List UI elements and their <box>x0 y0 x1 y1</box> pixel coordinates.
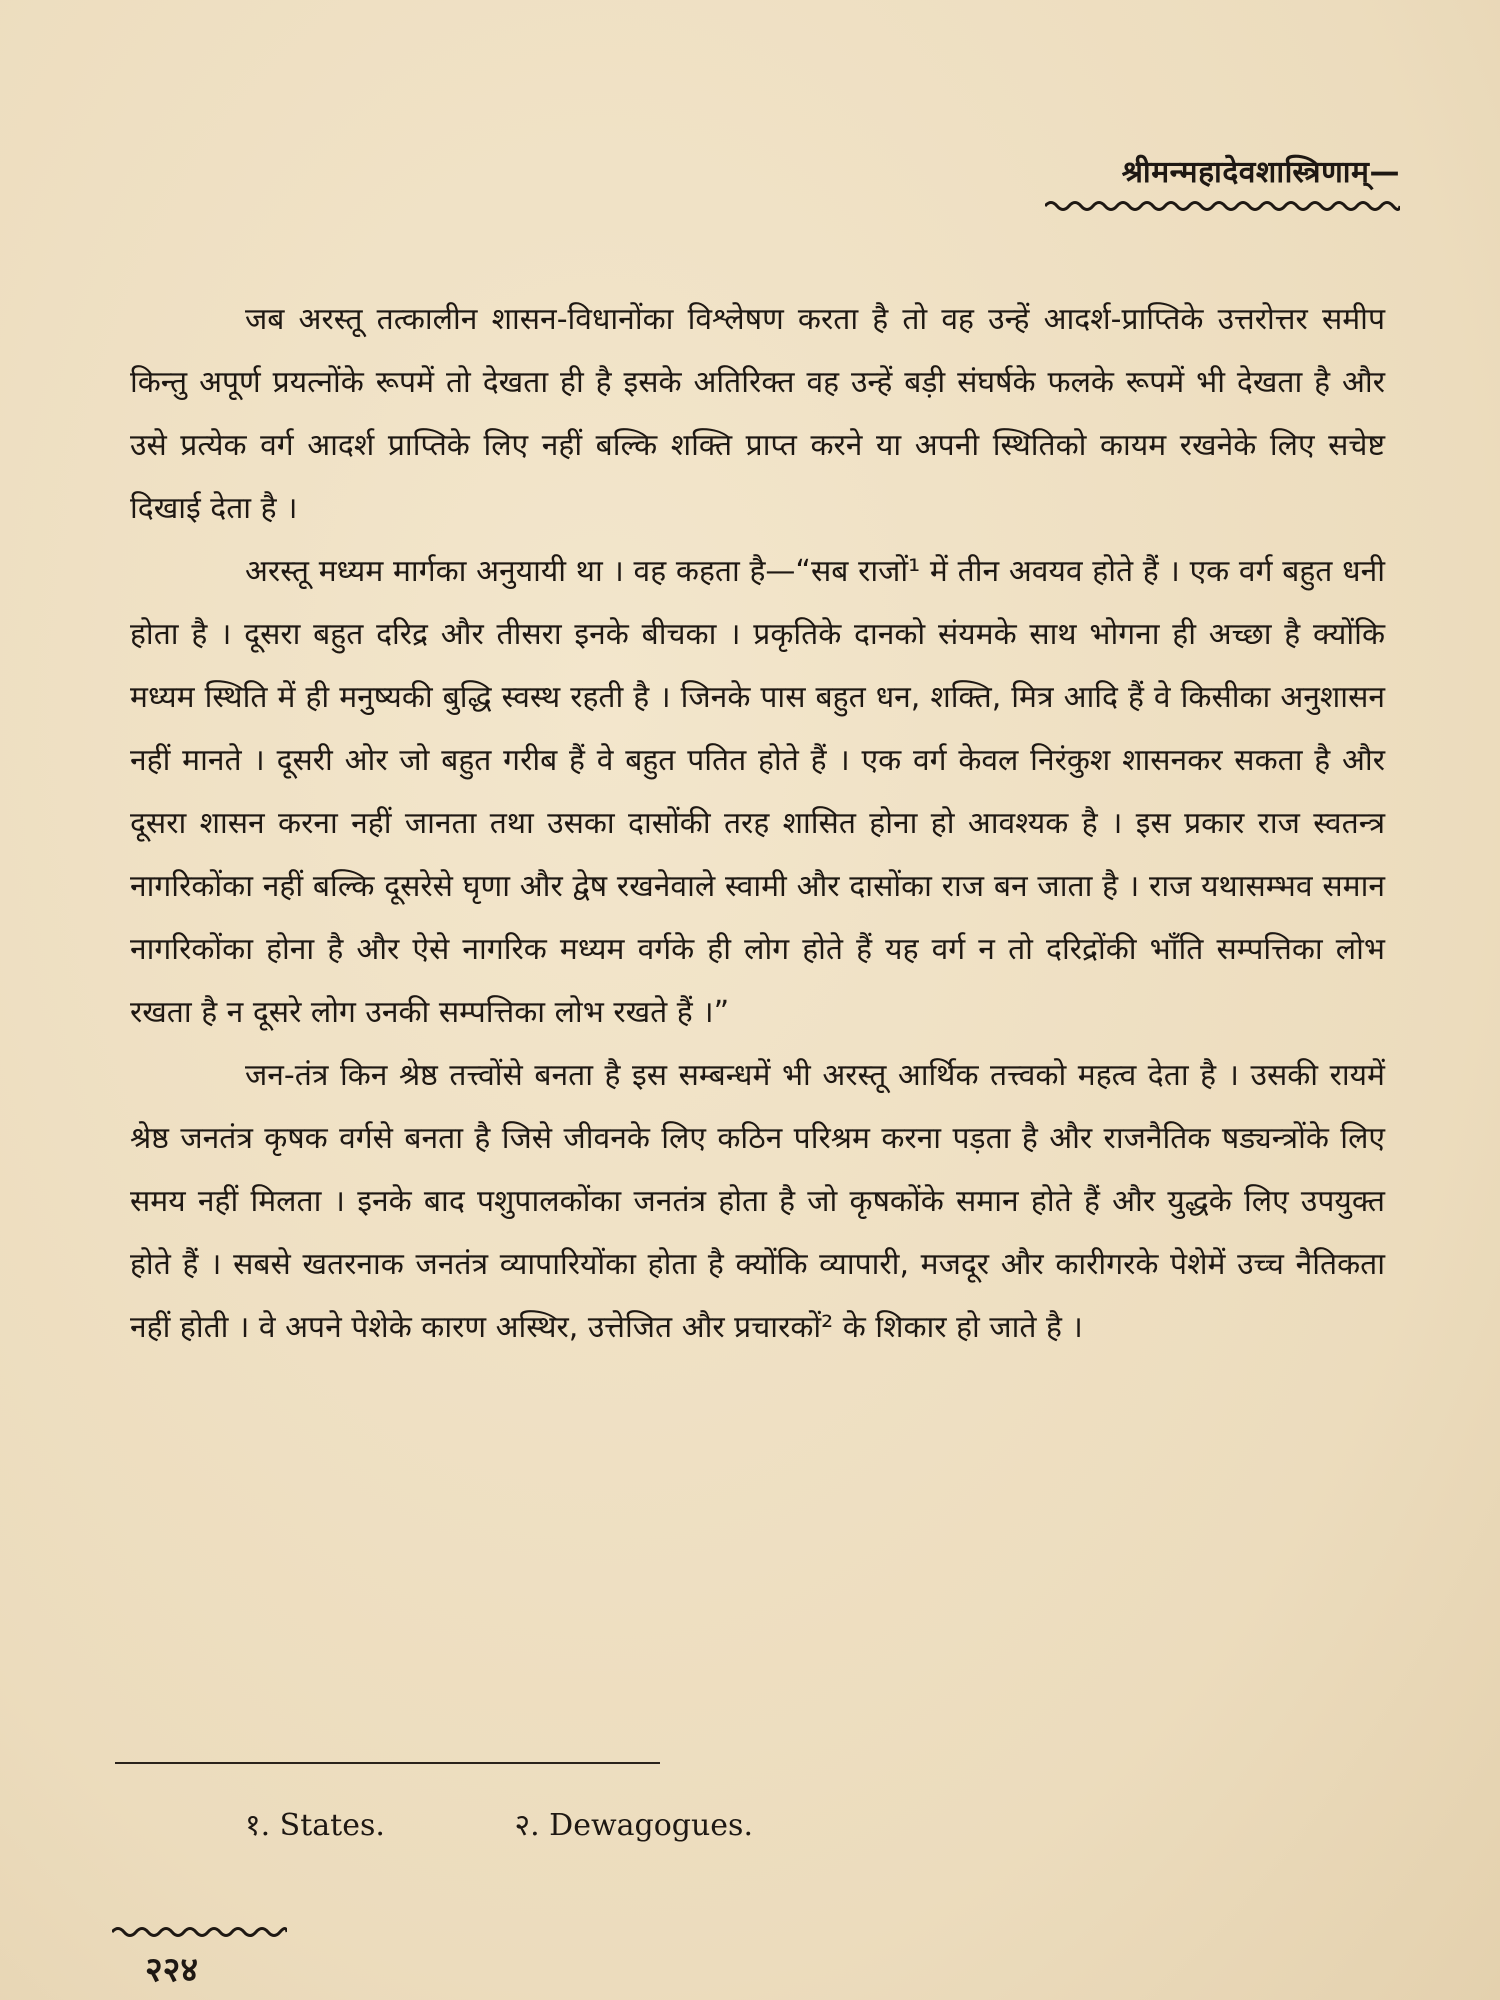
paragraph-1: जब अरस्तू तत्कालीन शासन-विधानोंका विश्लेषण करता है तो वह उन्हें आदर्श-प्राप्तिके उत्तरोत्तर समीप किन्तु अपूर्ण प्रयत्नोंके रूपमें तो देखता ही है इसके अतिरिक्त वह उन्हें बड़ी संघर्षके फलके रूपमें भी देखता है और उसे प्रत्येक वर्ग आदर्श प्राप्तिके लिए नहीं बल्कि शक्ति प्राप्त करने या अपनी स्थितिको कायम रखनेके लिए सचेष्ट दिखाई देता है । <box>130 302 1385 526</box>
footnote-1: १. States. <box>245 1808 385 1843</box>
paragraph-2: अरस्तू मध्यम मार्गका अनुयायी था । वह कहता है—“सब राजों¹ में तीन अवयव होते हैं । एक वर्ग बहुत धनी होता है । दूसरा बहुत दरिद्र और तीसरा इनके बीचका । प्रकृतिके दानको संयमके साथ भोगना ही अच्छा है क्योंकि मध्यम स्थिति में ही मनुष्यकी बुद्धि स्वस्थ रहती है । जिनके पास बहुत धन, शक्ति, मित्र आदि हैं वे किसीका अनुशासन नहीं मानते । दूसरी ओर जो बहुत गरीब हैं वे बहुत पतित होते हैं । एक वर्ग केवल निरंकुश शासनकर सकता है और दूसरा शासन करना नहीं जानता तथा उसका दासोंकी तरह शासित होना हो आवश्यक है । इस प्रकार राज स्वतन्त्र नागरिकोंका नहीं बल्कि दूसरेसे घृणा और द्वेष रखनेवाले स्वामी और दासोंका राज बन जाता है । राज यथासम्भव समान नागरिकोंका होना है और ऐसे नागरिक मध्यम वर्गके ही लोग होते हैं यह वर्ग न तो दरिद्रोंकी भाँति सम्पत्तिका लोभ रखता है न दूसरे लोग उनकी सम्पत्तिका लोभ रखते हैं ।” <box>130 554 1385 1030</box>
footnote-2: २. Dewagogues. <box>514 1808 753 1843</box>
running-header: श्रीमन्महादेवशास्त्रिणाम्— <box>1121 155 1400 190</box>
footnotes <box>245 1803 753 1844</box>
footer-wavy-rule <box>112 1925 287 1939</box>
paragraph-3: जन-तंत्र किन श्रेष्ठ तत्त्वोंसे बनता है इस सम्बन्धमें भी अरस्तू आर्थिक तत्त्वको महत्व देता है । उसकी रायमें श्रेष्ठ जनतंत्र कृषक वर्गसे बनता है जिसे जीवनके लिए कठिन परिश्रम करना पड़ता है और राजनैतिक षड्यन्त्रोंके लिए समय नहीं मिलता । इनके बाद पशुपालकोंका जनतंत्र होता है जो कृषकोंके समान होते हैं और युद्धके लिए उपयुक्त होते हैं । सबसे खतरनाक जनतंत्र व्यापारियोंका होता है क्योंकि व्यापारी, मजदूर और कारीगरके पेशेमें उच्च नैतिकता नहीं होती । वे अपने पेशेके कारण अस्थिर, उत्तेजित और प्रचारकों² के शिकार हो जाते है । <box>130 1058 1385 1345</box>
header-wavy-rule <box>1045 198 1400 214</box>
page-number: २२४ <box>145 1950 199 1990</box>
main-text <box>130 288 1385 1359</box>
footnote-separator <box>115 1762 660 1764</box>
